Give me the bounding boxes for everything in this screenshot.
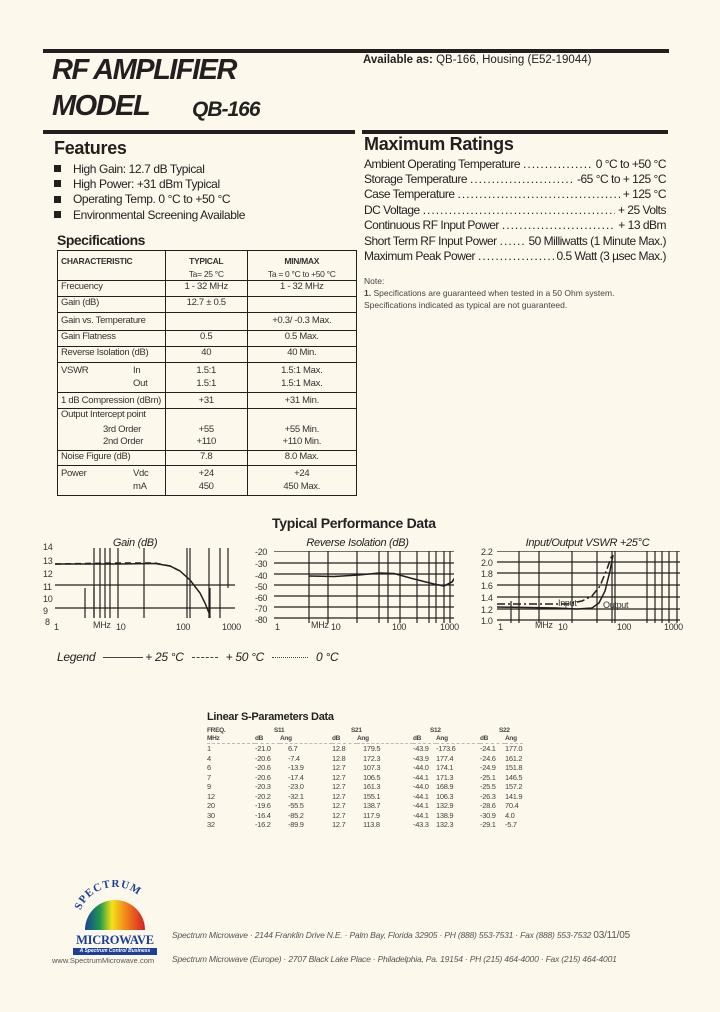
spectrum-logo[interactable]: [70, 880, 160, 954]
max-ratings-title: Maximum Ratings: [364, 134, 514, 154]
table-row: Noise Figure (dB) 7.8 8.0 Max.: [58, 451, 357, 466]
bullet-square-icon: [54, 196, 61, 203]
legend-50c: + 50 °C: [225, 650, 265, 664]
address-europe: Spectrum Microwave (Europe) · 2707 Black Lake Place · Philadelphia, Pa. 19154 · PH (215) 464-4000 · Fax (215) 464-4001: [172, 954, 617, 964]
features-rule: [43, 130, 355, 134]
table-row: 7 -20.6 -17.4 12.7 106.5 -44.1 171.3 -25.1 146.5: [207, 772, 523, 782]
specifications-title: Specifications: [57, 232, 145, 248]
table-row: 1 dB Compression (dBm) +31 +31 Min.: [58, 393, 357, 409]
table-row: 6 -20.6 -13.9 12.7 107.3 -44.0 174.1 -24.9 151.8: [207, 763, 523, 772]
website-link[interactable]: www.SpectrumMicrowave.com: [52, 956, 155, 965]
availability: [363, 54, 591, 66]
col-header-characteristic: CHARACTERISTIC: [58, 251, 166, 281]
rainbow-arc-icon: [70, 880, 160, 930]
bullet-square-icon: [54, 211, 61, 218]
legend-label: Legend: [57, 650, 96, 664]
table-row: 1 -21.0 6.7 12.8 179.5 -43.9 -173.6 -24.1 177.0: [207, 744, 523, 753]
rating-row: Storage Temperature ..... -65 °C to + 125 °C: [364, 171, 666, 186]
note-text: 1. Specifications are guaranteed when tested in a 50 Ohm system. Specifications indicated as typical are not guaranteed.: [364, 288, 615, 310]
table-row: 4 -20.6 -7.4 12.8 172.3 -43.9 177.4 -24.6 161.2: [207, 753, 523, 763]
legend-solid-line: [103, 657, 143, 658]
vswr-chart-title: Input/Output VSWR +25°C: [525, 537, 650, 549]
note-title: Note:: [364, 276, 385, 286]
vswr-chart: [497, 551, 680, 623]
bullet-square-icon: [54, 165, 61, 172]
table-row: 30 -16.4 -85.2 12.7 117.9 -44.1 138.9 -30.9 4.0: [207, 810, 515, 820]
table-row: Gain Flatness 0.5 0.5 Max.: [58, 331, 357, 347]
svg-text:SPECTRUM: SPECTRUM: [72, 880, 144, 912]
table-row-vswr: VSWR In Out 1.5:1 1.5:1 1.5:1 Max. 1.5:1 Max.: [58, 363, 357, 393]
rating-row: Continuous RF Input Power ..... + 13 dBm: [364, 218, 666, 233]
specifications-table: [57, 250, 357, 496]
rating-row: Ambient Operating Temperature ..... 0 °C to +50 °C: [364, 156, 666, 171]
table-row: 9 -20.3 -23.0 12.7 161.3 -44.0 168.9 -25.5 157.2: [207, 782, 523, 791]
sparams-table: [207, 727, 523, 830]
gain-chart-title: Gain (dB): [112, 537, 158, 549]
table-row: Reverse Isolation (dB) 40 40 Min.: [58, 347, 357, 363]
spec-header-row: [58, 251, 357, 281]
legend-25c: + 25 °C: [145, 650, 184, 664]
page-title-line1: RF AMPLIFIER: [52, 54, 236, 86]
document-date: 03/11/05: [593, 930, 630, 941]
features-section: [54, 138, 245, 222]
rating-row: Case Temperature ..... + 125 °C: [364, 187, 666, 202]
sparams-title: Linear S-Parameters Data: [207, 711, 334, 723]
bullet-square-icon: [54, 180, 61, 187]
feature-item: Environmental Screening Available: [54, 207, 245, 222]
chart-legend: [57, 650, 338, 664]
feature-item: High Gain: 12.7 dB Typical: [54, 161, 245, 176]
isolation-chart: [274, 551, 454, 623]
legend-0c: 0 °C: [316, 650, 339, 664]
table-row: Gain vs. Temperature +0.3/ -0.3 Max.: [58, 313, 357, 331]
note: [364, 275, 664, 311]
table-row-intercept: Output Intercept point 3rd Order 2nd Order +55 +110 +55 Min. +110 Min.: [58, 409, 357, 451]
feature-item: Operating Temp. 0 °C to +50 °C: [54, 192, 245, 207]
logo-wordmark: MICROWAVE: [76, 933, 154, 947]
legend-dotted-line: [272, 657, 308, 658]
max-ratings-list: [364, 156, 666, 264]
table-row-power: Power Vdc mA +24 450 +24 450 Max.: [58, 466, 357, 496]
rating-row: Maximum Peak Power ..... 0.5 Watt (3 µsec Max.): [364, 248, 666, 263]
availability-value: QB-166, Housing (E52-19044): [436, 54, 592, 66]
model-number: QB-166: [192, 98, 260, 121]
sparams-header-row: FREQ. MHz dB S11 Ang dB S21 Ang dB S12 Ang dB S22 Ang: [207, 727, 523, 744]
feature-item: High Power: +31 dBm Typical: [54, 176, 245, 191]
col-header-minmax: MIN/MAX Ta = 0 °C to +50 °C: [247, 251, 356, 281]
address-us: Spectrum Microwave · 2144 Franklin Drive N.E. · Palm Bay, Florida 32905 · PH (888) 553-7531 · Fax (888) 553-7532 03/11/05: [172, 930, 630, 941]
features-title: Features: [54, 138, 127, 158]
logo-tagline: A Spectrum Control Business: [73, 948, 157, 955]
table-row: Gain (dB) 12.7 ± 0.5: [58, 297, 357, 313]
max-ratings-section: [364, 134, 666, 264]
gain-chart: [55, 548, 235, 623]
table-row: 20 -19.6 -55.5 12.7 138.7 -44.1 132.9 -28.6 70.4: [207, 801, 519, 810]
table-row: Frecuency 1 - 32 MHz 1 - 32 MHz: [58, 281, 357, 297]
availability-label: Available as:: [363, 54, 433, 66]
legend-dashed-line: [192, 657, 218, 658]
top-rule: [43, 49, 669, 53]
table-row: 12 -20.2 -32.1 12.7 155.1 -44.1 106.3 -26.3 141.9: [207, 791, 523, 801]
performance-title: Typical Performance Data: [272, 515, 436, 531]
isolation-chart-title: Reverse Isolation (dB): [306, 537, 409, 549]
features-list: [54, 161, 245, 222]
rating-row: DC Voltage ..... + 25 Volts: [364, 202, 666, 217]
page-title-line2: MODEL: [52, 90, 150, 122]
rating-row: Short Term RF Input Power ..... 50 Milliwatts (1 Minute Max.): [364, 233, 666, 248]
col-header-typical: TYPICAL Ta= 25 °C: [165, 251, 247, 281]
table-row: 32 -16.2 -89.9 12.7 113.8 -43.3 132.3 -29.1 -5.7: [207, 820, 517, 829]
